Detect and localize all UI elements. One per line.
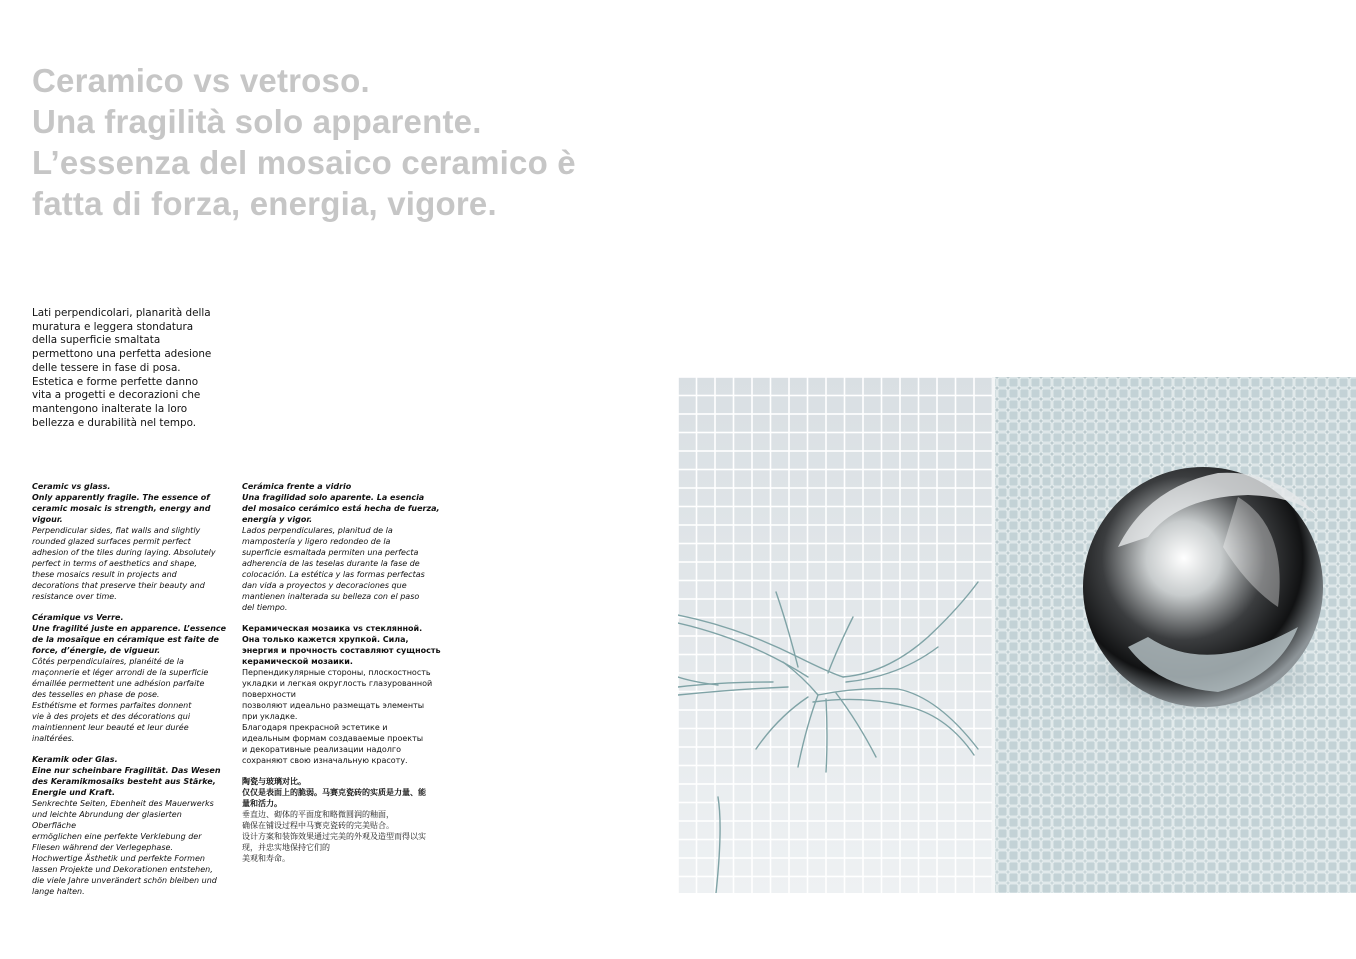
headline-line: Ceramico vs vetroso. <box>32 62 370 99</box>
english-body-line: perfect in terms of aesthetics and shape, <box>32 559 197 568</box>
intro-line: mantengono inalterate la loro <box>32 402 188 415</box>
chinese-block <box>242 776 442 864</box>
english-body-line: rounded glazed surfaces permit perfect <box>32 537 191 546</box>
german-heading-line: des Keramikmosaiks besteht aus Stärke, <box>32 777 216 786</box>
french-body-line: inaltérées. <box>32 734 75 743</box>
left-translation-column <box>32 481 232 907</box>
mosaic-photo <box>678 377 1356 893</box>
russian-heading-line: керамической мозаики. <box>242 657 353 666</box>
spanish-body-line: superficie esmaltada permiten una perfecta <box>242 548 419 557</box>
russian-body-line: и декоративные реализации надолго <box>242 745 402 754</box>
spanish-body-line: adherencia de las teselas durante la fase de <box>242 559 420 568</box>
english-body-line: decorations that preserve their beauty and <box>32 581 205 590</box>
spanish-heading-line: Cerámica frente a vidrio <box>242 482 352 491</box>
french-body-line: Esthétisme et formes parfaites donnent <box>32 701 192 710</box>
german-heading-line: Keramik oder Glas. <box>32 755 118 764</box>
intro-line: muratura e leggera stondatura <box>32 320 194 333</box>
headline-line: Una fragilità solo apparente. <box>32 103 482 140</box>
spanish-body-line: del tiempo. <box>242 603 288 612</box>
chinese-body-line: 美观和寿命。 <box>242 854 290 863</box>
intro-line: Estetica e forme perfette danno <box>32 375 199 388</box>
german-body-line: Senkrechte Seiten, Ebenheit des Mauerwerks <box>32 799 214 808</box>
russian-body-line: укладки и легкая округлость глазурованной <box>242 679 433 688</box>
intro-line: permettono una perfetta adesione <box>32 348 212 361</box>
french-body-line: vie à des projets et des décorations qui <box>32 712 191 721</box>
russian-body-line: при укладке. <box>242 712 298 721</box>
headline-line: fatta di forza, energia, vigore. <box>32 185 497 222</box>
russian-body-line: Перпендикулярные стороны, плоскостность <box>242 668 431 677</box>
chinese-heading-line: 陶瓷与玻璃对比。 <box>242 777 306 786</box>
english-heading-line: Ceramic vs glass. <box>32 482 111 491</box>
chinese-body-line: 设计方案和装饰效果通过完美的外观及造型而得以实 <box>242 832 426 841</box>
french-body-line: maintiennent leur beauté et leur durée <box>32 723 189 732</box>
russian-body-line: идеальным формам создаваемые проекты <box>242 734 424 743</box>
chinese-heading-line: 量和活力。 <box>242 799 282 808</box>
german-body-line: lassen Projekte und Dekorationen entstehen, <box>32 865 213 874</box>
french-heading-line: force, d’énergie, de vigueur. <box>32 646 161 655</box>
english-body-line: resistance over time. <box>32 592 117 601</box>
german-body-line: Fliesen während der Verlegephase. <box>32 843 173 852</box>
intro-paragraph <box>32 307 232 430</box>
german-body-line: die viele Jahre unverändert schön bleiben und <box>32 876 217 885</box>
english-body-line: Perpendicular sides, flat walls and slightly <box>32 526 201 535</box>
russian-body-line: сохраняют свою изначальную красоту. <box>242 756 408 765</box>
intro-line: della superficie smaltata <box>32 334 161 347</box>
russian-heading-line: Она только кажется хрупкой. Сила, <box>242 635 409 644</box>
spanish-body-line: colocación. La estética y las formas perfectas <box>242 570 425 579</box>
english-block <box>32 481 232 602</box>
german-body-line: ermöglichen eine perfekte Verklebung der <box>32 832 202 841</box>
spanish-block <box>242 481 442 613</box>
german-block <box>32 754 232 897</box>
chinese-body-line: 垂直边、砌体的平面度和略微圆润的釉面， <box>242 810 394 819</box>
intro-line: vita a progetti e decorazioni che <box>32 389 201 402</box>
english-body-line: these mosaics result in projects and <box>32 570 177 579</box>
english-heading-line: Only apparently fragile. The essence of <box>32 493 210 502</box>
german-body-line: und leichte Abrundung der glasierten <box>32 810 182 819</box>
intro-line: Lati perpendicolari, planarità della <box>32 307 211 319</box>
mosaic-photo-illustration <box>678 377 1356 893</box>
german-heading-line: Energie und Kraft. <box>32 788 115 797</box>
german-body-line: Hochwertige Ästhetik und perfekte Formen <box>32 854 205 863</box>
headline-line: L’essenza del mosaico ceramico è <box>32 144 576 181</box>
russian-heading-line: Керамическая мозаика vs стеклянной. <box>242 624 423 633</box>
french-heading-line: de la mosaïque en céramique est faite de <box>32 635 219 644</box>
german-heading-line: Eine nur scheinbare Fragilität. Das Wesen <box>32 766 221 775</box>
french-body-line: maçonnerie et léger arrondi de la superficie <box>32 668 209 677</box>
spanish-heading-line: Una fragilidad solo aparente. La esencia <box>242 493 425 502</box>
russian-body-line: Благодаря прекрасной эстетике и <box>242 723 388 732</box>
russian-heading-line: энергия и прочность составляют сущность <box>242 646 441 655</box>
spanish-heading-line: energía y vigor. <box>242 515 313 524</box>
english-body-line: adhesion of the tiles during laying. Absolutely <box>32 548 216 557</box>
russian-body-line: поверхности <box>242 690 296 699</box>
english-heading-line: vigour. <box>32 515 63 524</box>
french-heading-line: Céramique vs Verre. <box>32 613 124 622</box>
headline <box>32 60 632 224</box>
spanish-body-line: mampostería y ligero redondeo de la <box>242 537 391 546</box>
spanish-heading-line: del mosaico cerámico está hecha de fuerza, <box>242 504 440 513</box>
french-body-line: émaillée permettent une adhésion parfaite <box>32 679 205 688</box>
chinese-heading-line: 仅仅是表面上的脆弱。马赛克瓷砖的实质是力量、能 <box>242 788 426 797</box>
german-body-line: Oberfläche <box>32 821 77 830</box>
spanish-body-line: dan vida a proyectos y decoraciones que <box>242 581 407 590</box>
german-body-line: lange halten. <box>32 887 85 896</box>
spanish-body-line: Lados perpendiculares, planitud de la <box>242 526 393 535</box>
russian-block <box>242 623 442 766</box>
french-heading-line: Une fragilité juste en apparence. L’essence <box>32 624 227 633</box>
english-heading-line: ceramic mosaic is strength, energy and <box>32 504 211 513</box>
right-translation-column <box>242 481 442 874</box>
french-body-line: Côtés perpendiculaires, planéité de la <box>32 657 184 666</box>
chinese-body-line: 现，并忠实地保持它们的 <box>242 843 330 852</box>
intro-line: bellezza e durabilità nel tempo. <box>32 416 197 429</box>
russian-body-line: позволяют идеально размещать элементы <box>242 701 425 710</box>
intro-line: delle tessere in fase di posa. <box>32 361 181 374</box>
spanish-body-line: mantienen inalterada su belleza con el paso <box>242 592 420 601</box>
chinese-body-line: 确保在铺设过程中马赛克瓷砖的完美贴合。 <box>242 821 394 830</box>
french-body-line: des tesselles en phase de pose. <box>32 690 160 699</box>
french-block <box>32 612 232 744</box>
